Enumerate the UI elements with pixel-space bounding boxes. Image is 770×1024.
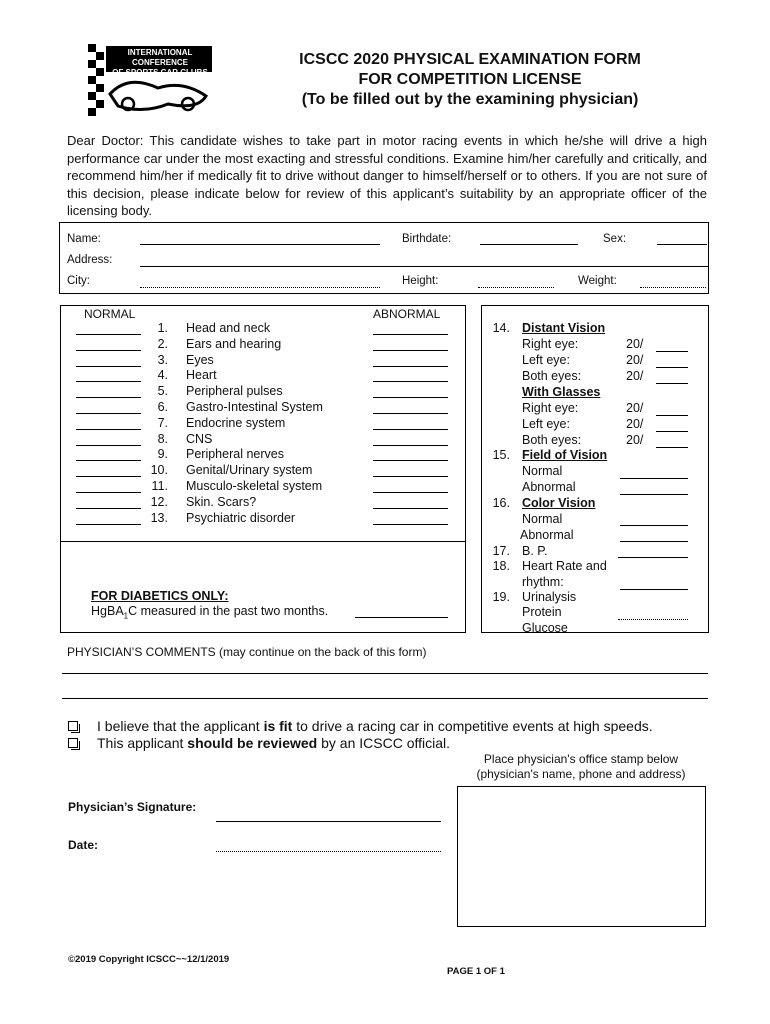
review-post: by an ICSCC official. [317, 735, 451, 751]
review-statement [97, 735, 450, 751]
signature-field[interactable] [216, 821, 441, 822]
hgba-sub: 1 [123, 611, 129, 621]
exam-item-number: 1. [157, 321, 168, 335]
item-17-num: 17. [492, 544, 510, 558]
distant-vision-label: Distant Vision [522, 321, 606, 335]
glasses-both-label: Both eyes: [522, 433, 582, 447]
stamp-instructions [458, 752, 704, 782]
item-15-num: 15. [492, 448, 510, 462]
normal-field[interactable] [76, 524, 141, 525]
fit-statement [97, 718, 653, 734]
item-19-num: 19. [492, 590, 510, 604]
glasses-both-ratio: 20/ [626, 433, 644, 447]
normal-field[interactable] [76, 413, 141, 414]
hgba-field[interactable] [355, 617, 448, 618]
exam-item-label: Peripheral nerves [186, 447, 284, 462]
glasses-left-field[interactable] [656, 431, 688, 432]
fit-pre: I believe that the applicant [97, 718, 264, 734]
glasses-left-ratio: 20/ [626, 417, 644, 431]
bp-field[interactable] [618, 557, 688, 558]
abnormal-field[interactable] [373, 366, 448, 367]
distant-both-field[interactable] [656, 383, 688, 384]
exam-item-number: 6. [157, 400, 168, 414]
exam-item-label: Eyes [186, 352, 214, 367]
urinalysis-label: Urinalysis [522, 590, 577, 604]
weight-label: Weight: [578, 275, 617, 287]
review-pre: This applicant [97, 735, 188, 751]
exam-item-label: CNS [186, 431, 213, 446]
address-field[interactable] [140, 266, 708, 267]
color-vision-label: Color Vision [522, 496, 596, 510]
abnormal-field[interactable] [373, 460, 448, 461]
heart-rate-label: Heart Rate and [522, 559, 607, 573]
field-of-vision-label: Field of Vision [522, 448, 608, 462]
fit-bold: is fit [263, 718, 293, 734]
color-normal-field[interactable] [620, 525, 688, 526]
form-title-line2: FOR COMPETITION LICENSE [358, 71, 582, 88]
normal-header: NORMAL [84, 307, 136, 321]
exam-item-number: 13. [150, 510, 168, 525]
color-normal-label: Normal [522, 512, 563, 526]
normal-field[interactable] [76, 381, 141, 382]
protein-field[interactable] [618, 619, 688, 620]
distant-right-ratio: 20/ [626, 337, 644, 351]
comments-line-1[interactable] [62, 673, 708, 674]
normal-field[interactable] [76, 429, 141, 430]
stamp-box[interactable] [457, 786, 706, 927]
exam-item-label: Ears and hearing [186, 336, 282, 351]
date-label: Date: [68, 838, 99, 852]
distant-right-field[interactable] [656, 351, 688, 352]
exam-item-label: Head and neck [186, 321, 271, 335]
name-field[interactable] [140, 244, 380, 245]
normal-field[interactable] [76, 350, 141, 351]
glasses-right-label: Right eye: [522, 401, 579, 415]
abnormal-field[interactable] [373, 429, 448, 430]
exam-item-label: Gastro-Intestinal System [186, 400, 323, 414]
abnormal-field[interactable] [373, 445, 448, 446]
abnormal-field[interactable] [373, 524, 448, 525]
normal-field[interactable] [76, 476, 141, 477]
exam-item-number: 8. [157, 431, 168, 446]
signature-label: Physician’s Signature: [68, 800, 197, 814]
abnormal-field[interactable] [373, 381, 448, 382]
diabetics-text [91, 604, 328, 621]
city-label: City: [67, 275, 90, 287]
exam-item-number: 5. [157, 384, 168, 399]
abnormal-field[interactable] [373, 413, 448, 414]
normal-field[interactable] [76, 492, 141, 493]
bp-label: B. P. [522, 544, 548, 558]
normal-field[interactable] [76, 508, 141, 509]
form-title-line3: (To be filled out by the examining physician) [301, 91, 639, 108]
item-14-num: 14. [492, 321, 510, 335]
exam-item-number: 4. [157, 368, 168, 383]
exam-item-label: Heart [186, 368, 217, 383]
item-16-num: 16. [492, 496, 510, 510]
exam-item-number: 3. [157, 352, 168, 367]
fit-post: to drive a racing car in competitive events at high speeds. [292, 718, 653, 734]
glucose-label: Glucose [522, 621, 568, 635]
exam-item-number: 10. [150, 463, 168, 478]
distant-left-field[interactable] [656, 367, 688, 368]
review-bold: should be reviewed [187, 735, 318, 751]
field-normal-field[interactable] [620, 478, 688, 479]
exam-item-label: Peripheral pulses [186, 384, 283, 399]
abnormal-header: ABNORMAL [373, 307, 441, 321]
name-label: Name: [67, 233, 101, 245]
review-checkbox[interactable] [68, 738, 78, 748]
distant-left-ratio: 20/ [626, 353, 644, 367]
heart-rate-field[interactable] [620, 589, 688, 590]
field-abnormal-label: Abnormal [522, 480, 576, 494]
glasses-right-field[interactable] [656, 415, 688, 416]
stamp-line2: (physician's name, phone and address) [476, 767, 686, 781]
color-abnormal-label: Abnormal [520, 528, 574, 542]
exam-item-label: Musculo-skeletal system [186, 479, 323, 493]
intro-paragraph: Dear Doctor: This candidate wishes to take part in motor racing events in which he/she will drive a high performance car under the most exacting and stressful conditions. Examine him/her carefully and critically, and recommend him/her if medically fit to drive without danger to himself/herself or to others. If you are not sure of this decision, please indicate below for review of this applicant’s suitability by an appropriate officer of the licensing body. [67, 133, 707, 218]
distant-both-label: Both eyes: [522, 369, 582, 383]
abnormal-field[interactable] [373, 397, 448, 398]
with-glasses-label: With Glasses [522, 385, 601, 399]
normal-field[interactable] [76, 366, 141, 367]
item-18-num: 18. [492, 559, 510, 573]
stamp-line1: Place physician's office stamp below [483, 752, 679, 766]
abnormal-field[interactable] [373, 334, 448, 335]
weight-field[interactable] [640, 287, 706, 288]
normal-field[interactable] [76, 460, 141, 461]
exam-divider [60, 541, 466, 542]
birthdate-field[interactable] [480, 244, 578, 245]
glasses-left-label: Left eye: [522, 417, 570, 431]
hgba-prefix: HgBA [91, 604, 124, 618]
exam-item-number: 12. [150, 494, 168, 509]
abnormal-field[interactable] [373, 350, 448, 351]
diabetics-title: FOR DIABETICS ONLY: [91, 589, 229, 603]
form-title-line1: ICSCC 2020 PHYSICAL EXAMINATION FORM [299, 51, 641, 68]
birthdate-label: Birthdate: [402, 233, 452, 245]
sex-label: Sex: [603, 233, 627, 245]
city-field[interactable] [140, 287, 380, 288]
exam-item-number: 7. [157, 415, 168, 430]
normal-field[interactable] [76, 334, 141, 335]
abnormal-field[interactable] [373, 492, 448, 493]
exam-item-label: Genital/Urinary system [186, 463, 313, 478]
date-field[interactable] [216, 851, 441, 852]
vision-box [481, 305, 709, 633]
exam-item-number: 9. [157, 447, 168, 462]
sex-field[interactable] [657, 244, 707, 245]
hgba-suffix: C measured in the past two months. [128, 604, 329, 618]
comments-label: PHYSICIAN’S COMMENTS (may continue on the back of this form) [67, 645, 427, 659]
fit-checkbox[interactable] [68, 721, 78, 731]
exam-item-label: Psychiatric disorder [186, 510, 296, 525]
distant-left-label: Left eye: [522, 353, 570, 367]
glasses-right-ratio: 20/ [626, 401, 644, 415]
color-abnormal-field[interactable] [620, 541, 688, 542]
height-label: Height: [402, 275, 439, 287]
abnormal-field[interactable] [373, 508, 448, 509]
exam-item-label: Skin. Scars? [186, 494, 257, 509]
normal-field[interactable] [76, 397, 141, 398]
exam-item-number: 2. [157, 336, 168, 351]
glasses-both-field[interactable] [656, 447, 688, 448]
copyright: ©2019 Copyright ICSCC~~12/1/2019 [68, 954, 230, 965]
field-abnormal-field[interactable] [620, 494, 688, 495]
abnormal-field[interactable] [373, 476, 448, 477]
address-label: Address: [67, 254, 113, 266]
distant-right-label: Right eye: [522, 337, 579, 351]
comments-line-2[interactable] [62, 698, 708, 699]
page-number: PAGE 1 OF 1 [447, 966, 505, 977]
field-normal-label: Normal [522, 464, 563, 478]
normal-field[interactable] [76, 445, 141, 446]
exam-item-label: Endocrine system [186, 415, 286, 430]
exam-item-number: 11. [151, 479, 168, 493]
height-field[interactable] [478, 287, 554, 288]
icscc-logo [88, 44, 214, 120]
logo-line1: INTERNATIONAL CONFERENCE [127, 48, 193, 67]
distant-both-ratio: 20/ [626, 369, 644, 383]
protein-label: Protein [522, 605, 562, 619]
logo-line2: OF SPORTS CAR CLUBS [112, 68, 208, 77]
rhythm-label: rhythm: [522, 575, 564, 589]
